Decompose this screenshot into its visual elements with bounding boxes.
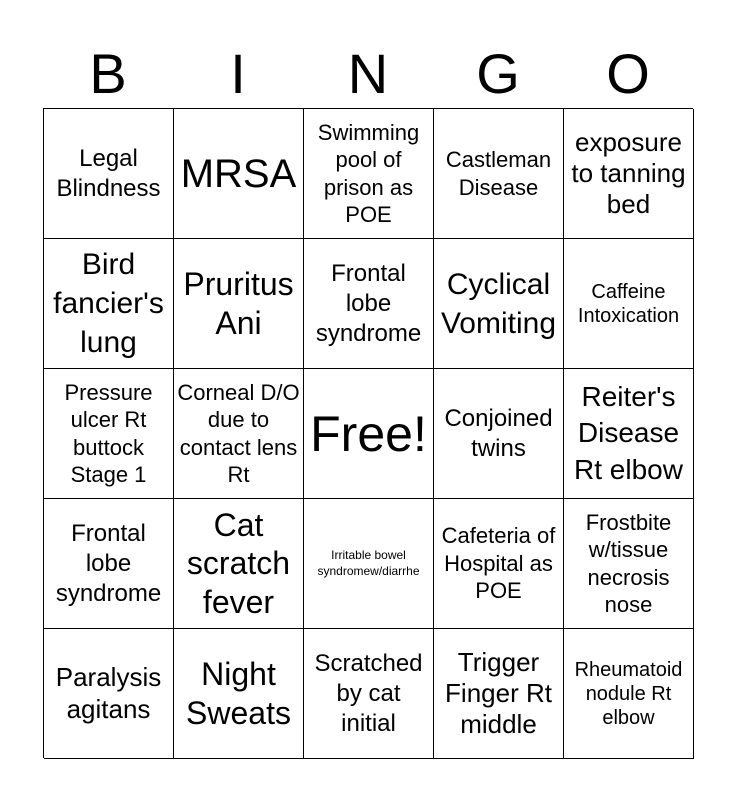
- cell-label: Night Sweats: [186, 656, 291, 731]
- cell-label: Rheumatoid nodule Rt elbow: [574, 658, 683, 729]
- cell-label: Conjoined twins: [444, 404, 553, 462]
- cell-label: Irritable bowel syndromew/diarrhe: [317, 547, 420, 578]
- cell-label: exposure to tanning bed: [571, 126, 686, 220]
- cell-label: Paralysis agitans: [55, 662, 162, 724]
- bingo-cell-r4c3[interactable]: [304, 499, 434, 629]
- bingo-cell-r5c2[interactable]: [174, 629, 304, 759]
- cell-label: MRSA: [180, 151, 297, 196]
- bingo-cell-r4c1[interactable]: [44, 499, 174, 629]
- bingo-cell-r5c4[interactable]: [434, 629, 564, 759]
- cell-label: Caffeine Intoxication: [577, 280, 680, 327]
- bingo-cell-r4c2[interactable]: [174, 499, 304, 629]
- header-letter-n: N: [347, 42, 389, 105]
- cell-label: Frontal lobe syndrome: [315, 259, 422, 347]
- cell-label: Legal Blindness: [56, 144, 161, 202]
- free-space-cell[interactable]: [304, 369, 434, 499]
- cell-label: Pruritus Ani: [183, 266, 294, 341]
- bingo-cell-r4c4[interactable]: [434, 499, 564, 629]
- bingo-cell-r1c1[interactable]: [44, 109, 174, 239]
- bingo-cell-r2c5[interactable]: [564, 239, 694, 369]
- cell-label: Castleman Disease: [445, 147, 552, 200]
- header-letter-i: I: [230, 42, 246, 105]
- bingo-cell-r1c2[interactable]: [174, 109, 304, 239]
- cell-label: Cafeteria of Hospital as POE: [441, 523, 556, 604]
- cell-label: Trigger Finger Rt middle: [445, 646, 552, 740]
- header-letter-g: G: [476, 42, 520, 105]
- bingo-cell-r2c4[interactable]: [434, 239, 564, 369]
- cell-label: Frostbite w/tissue necrosis nose: [585, 509, 672, 617]
- cell-label: Frontal lobe syndrome: [55, 519, 162, 607]
- cell-label: Corneal D/O due to contact lens Rt: [177, 379, 300, 487]
- free-space-label: Free!: [310, 405, 427, 462]
- cell-label: Swimming pool of prison as POE: [317, 119, 420, 227]
- header-letter-b: B: [89, 42, 127, 105]
- bingo-cell-r5c1[interactable]: [44, 629, 174, 759]
- bingo-cell-r1c3[interactable]: [304, 109, 434, 239]
- cell-label: Cat scratch fever: [186, 506, 291, 620]
- bingo-cell-r2c3[interactable]: [304, 239, 434, 369]
- bingo-board: [43, 108, 693, 758]
- bingo-cell-r3c4[interactable]: [434, 369, 564, 499]
- bingo-cell-r2c2[interactable]: [174, 239, 304, 369]
- bingo-cell-r1c5[interactable]: [564, 109, 694, 239]
- bingo-header: [43, 40, 693, 108]
- cell-label: Reiter's Disease Rt elbow: [574, 380, 683, 485]
- cell-label: Pressure ulcer Rt buttock Stage 1: [64, 379, 153, 487]
- bingo-cell-r5c5[interactable]: [564, 629, 694, 759]
- bingo-cell-r2c1[interactable]: [44, 239, 174, 369]
- bingo-cell-r1c4[interactable]: [434, 109, 564, 239]
- bingo-cell-r3c1[interactable]: [44, 369, 174, 499]
- cell-label: Cyclical Vomiting: [440, 267, 557, 340]
- bingo-cell-r4c5[interactable]: [564, 499, 694, 629]
- cell-label: Bird fancier's lung: [53, 248, 164, 359]
- bingo-cell-r3c5[interactable]: [564, 369, 694, 499]
- header-letter-o: O: [606, 42, 650, 105]
- bingo-cell-r3c2[interactable]: [174, 369, 304, 499]
- bingo-cell-r5c3[interactable]: [304, 629, 434, 759]
- cell-label: Scratched by cat initial: [314, 649, 423, 737]
